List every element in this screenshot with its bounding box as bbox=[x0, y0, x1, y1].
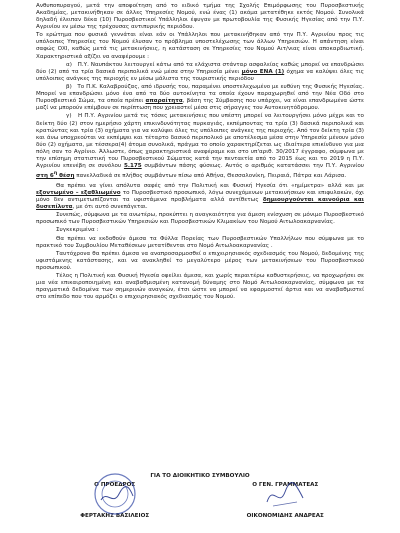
body-paragraph: Τέλος η Πολιτική και Φυσική Ηγεσία οφείλει άμεσα, και χωρίς περαιτέρω καθυστερήσεις, να προχωρήσει σε μια νέα επικαιροποιημένη και αναβαθμισμένη κατανομή δύναμης στο Νομό Αιτωλοακαρνανίας, σύμφωνα με τα πραγματικά δεδομένα των σημερινών αναγκών, έτσι ώστε να μπορεί να εφαρμοστεί άρτια και να αναβαθμιστεί στο επίπεδο που του αρμόζει ο επιχειρησιακός σχεδιασμός του Νομού. bbox=[36, 273, 364, 301]
official-stamp-icon bbox=[93, 472, 137, 516]
board-header: ΓΙΑ ΤΟ ΔΙΟΙΚΗΤΙΚΟ ΣΥΜΒΟΥΛΙΟ bbox=[150, 473, 250, 479]
signature-scribble-icon bbox=[263, 472, 307, 516]
body-paragraph: Ταυτόχρονα θα πρέπει άμεσα να αναπροσαρμοσθεί ο επιχειρησιακός σχεδιασμός του Νομού, δεδομένης της υφιστάμενης κατάστασης, και να ανακληθεί το μεγαλύτερο μέρος των μετακινήσεων του Πυροσβεστικού προσωπικού. bbox=[36, 250, 364, 271]
body-paragraph: β) Το Π.Κ. Καλαβρούζας, από ιδρυσής του, παραμένει υποστελεχωμένο με ευθύνη της Φυσικής Ηγεσίας. Μπορεί να επανδρώσει μόνο ένα από τα δύο αυτοκίνητα τα οποία έχουν παραχωρηθεί από την Νέα Οδό στο Πυροσβεστικό Σώμα, τα οποία πρέπει απαραίτητα, βάση της Σύμβασης που υπάρχει, να είναι επανδρωμένα ώστε μαζί να μπορούν επέμβουν σε περίπτωση που χρειαστεί μέσα στις σήραγγες του Αυτοκινητόδρομου. bbox=[36, 84, 365, 112]
secretary-role: Ο ΓΕΝ. ΓΡΑΜΜΑΤΕΑΣ bbox=[252, 482, 319, 488]
signature-block bbox=[36, 473, 364, 520]
body-paragraph: Το ερώτημα που φυσικά γεννάται είναι εάν οι Υπάλληλοι που μετακινήθηκαν από την Π.Υ. Αγρινίου προς τις υπόλοιπες Υπηρεσίες του Νομού έλυσαν το πρόβλημα υποστελέχωσης των άλλων Υπηρεσιών. Η απάντηση είναι σαφώς ΟΧΙ, καθώς μετά τις μετακινήσεις, η κατάσταση σε Υπηρεσίες του Νομού Αιτ/νιας είναι αποκαρδιωτική. Χαρακτηριστικά αξίζει να αναφέρουμε : bbox=[36, 32, 364, 60]
secretary-name: ΟΙΚΟΝΟΜΙΔΗΣ ΑΝΔΡΕΑΣ bbox=[246, 513, 324, 519]
body-paragraph: Συνεπώς, σύμφωνα με τα ανωτέρω, προκύπτει η αναγκαιότητα για άμεση ενίσχυση σε μόνιμο Πυροσβεστικό προσωπικό των Πυροσβεστικών Υπηρεσιών και Πυροσβεστικών Κλιμακίων του Νομού Αιτωλοακαρνανίας. bbox=[36, 212, 364, 226]
body-paragraph: Συγκεκριμένα : bbox=[56, 227, 99, 234]
secretary-signature bbox=[207, 482, 364, 520]
president-signature bbox=[36, 482, 193, 520]
document-body bbox=[36, 3, 364, 301]
body-paragraph: Ανθυποπυραγού, μετά την αποφοίτηση από το ειδικό τμήμα της Σχολής Επιμόρφωσης του Πυροσβεστικής Ακαδημίας, μετακινήθηκαν σε άλλες Υπηρεσίες Νομού, ενώ ένας (1) ακόμα μετατέθηκε εκτός Νομού. Συνολικά δηλαδή έλειπαν δέκα (10) Πυροσβεστικοί Υπάλληλοι έφυγαν με πρωτοβουλία της Φυσικής Ηγεσίας από την Π.Υ. Αγρινίου εν μέσω της τρέχουσας αντιπυρικής περιόδου. bbox=[36, 3, 364, 31]
body-paragraph: Θα πρέπει να εκδοθούν άμεσα τα Φύλλα Πορείας των Πυροσβεστικών Υπαλλήλων που σύμφωνα με το πρακτικό του Συμβουλίου Μεταθέσεων μετατίθενται στο Νομό Αιτωλοακαρνανίας . bbox=[36, 235, 364, 249]
body-paragraph: Θα πρέπει να γίνει απόλυτα σαφές από την Πολιτική και Φυσική Ηγεσία ότι «ημίμετρα» αλλά και με εξοντωμένο – εξαθλιωμένο το Πυροσβεστικό προσωπικό, λόγω συνεχόμενων μετακινήσεων και επιφυλακών, όχι μόνο δεν αντιμετωπίζονται τα υφιστάμενα προβλήματα αλλά αντίθετως δημιουργούνται καινούρια και δυσεπίλυτα, με ότι αυτό συνεπάγεται. bbox=[36, 182, 365, 210]
body-paragraph: α) Π.Υ. Ναυπάκτου λειτουργεί κάτω από τα ελάχιστα στάνταρ ασφαλείας καθώς μπορεί να επανδρώσει δύο (2) από τα τρία δασικά περιπολικά ενώ μέσα στην Υπηρεσία μένει μόνο ΕΝΑ (1) όχημα να καλύψει όλες τις υπόλοιπες ανάγκες της περιοχής εν μέσω μάλιστα της τουριστικής περιόδου bbox=[36, 61, 364, 82]
president-name: ΦΕΡΤΑΚΗΣ ΒΑΣΙΛΕΙΟΣ bbox=[80, 513, 150, 519]
president-role: Ο ΠΡΟΕΔΡΟΣ bbox=[94, 482, 136, 488]
body-paragraph: γ) Η Π.Υ. Αγρινίου μετά τις τόσες μετακινήσεις που υπέστη μπορεί να λειτουργήσει μόνο μέχρι και το δείκτη δύο (2) στον ημερήσιο χάρτη επικινδυνότητας πυρκαγιάς, εκπέμποντας τα τρία (3) δασικά περιπολικά και κρατώντας και τρία (3) οχήματα για να καλύψει όλες τις υπόλοιπες ανάγκες της περιοχής. Από τον δείκτη τρία (3) και άνω υποχρεούται να εκπέμψει και τέταρτο δασικό περιπολικό με αποτέλεσμα μέσα στην Υπηρεσία μένουν μόνο δύο (2) οχήματα, με τέσσερα(4) άτομα συνολικά, πράγμα το οποίο χαρακτηρίζεται ως ιδιαίτερα επικίνδυνο για μια πόλη σαν το Αγρίνιο. Άλλωστε, όπως χαρακτηριστικά αναφέραμε και στο υπ'αριθ. 30/2017 έγγραφο, σύμφωνα με την επίσημη στατιστική του Πυροσβεστικού Σώματος κατά την πενταετία από το 2015 έως και το 2019 η Π.Υ. Αγρινίου επενέβη σε συνόλου 5.175 συμβάντων πάσης φύσεως. Αυτός ο αριθμός κατατάσσει την Π.Υ. Αγρινίου στη $6^\eta$ θέση πανελλαδικά σε πλήθος συμβάντων πίσω από Αθήνα, Θεσσαλονίκη, Πειραιά, Πάτρα και Λάρισα. bbox=[36, 113, 364, 179]
